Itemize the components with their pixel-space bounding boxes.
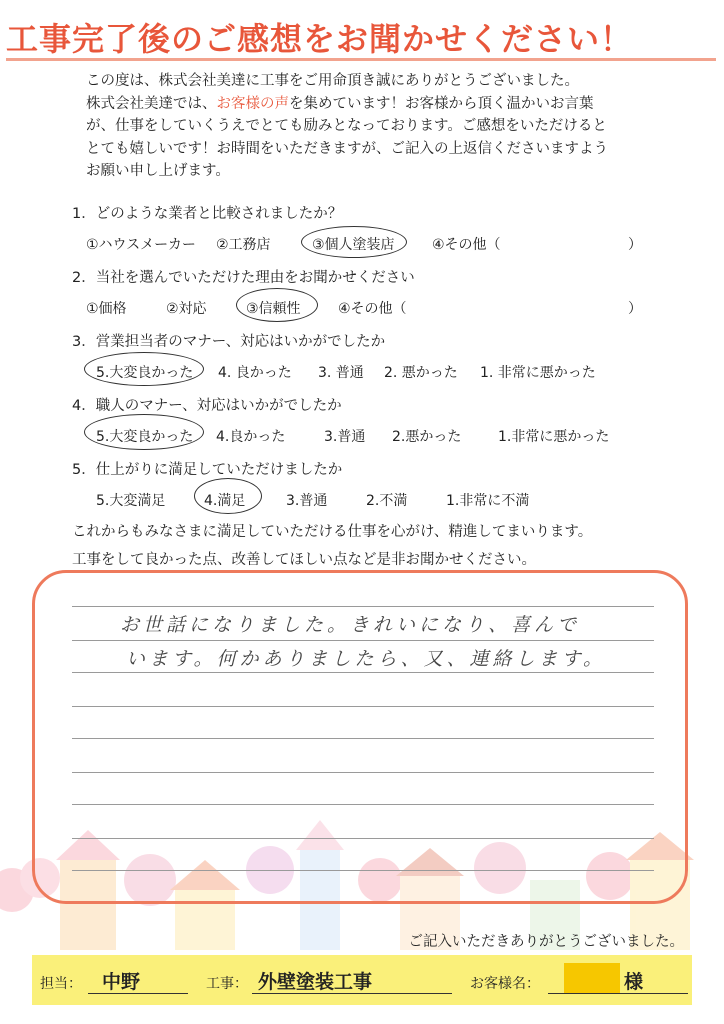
q3-option-4[interactable]: 4. 良かった xyxy=(218,365,292,381)
closing-message: これからもみなさまに満足していただける仕事を心がけ、精進してまいります。 xyxy=(72,524,593,540)
q2-option-close: ） xyxy=(628,301,642,317)
q3-option-3[interactable]: 3. 普通 xyxy=(318,365,364,381)
intro-line: この度は、株式会社美達に工事をご用命頂き誠にありがとうございました。 xyxy=(86,73,579,89)
q1-option-3[interactable]: ③個人塗装店 xyxy=(312,237,395,253)
comment-line xyxy=(72,772,654,773)
comment-line xyxy=(72,706,654,707)
footer-bar xyxy=(32,955,692,1005)
tanto-label: 担当： xyxy=(40,976,82,992)
q3-option-1[interactable]: 1. 非常に悪かった xyxy=(480,365,596,381)
question-5: 5．仕上がりに満足していただけましたか xyxy=(72,462,343,478)
koji-underline xyxy=(252,993,452,994)
q4-option-4[interactable]: 4.良かった xyxy=(216,429,286,445)
q4-option-3[interactable]: 3.普通 xyxy=(324,429,366,445)
q1-option-2[interactable]: ②工務店 xyxy=(216,237,271,253)
comment-line xyxy=(72,738,654,739)
title-underline xyxy=(6,58,716,61)
intro-line: お願い申し上げます。 xyxy=(86,163,230,179)
comment-prompt: 工事をして良かった点、改善してほしい点など是非お聞かせください。 xyxy=(72,552,536,568)
intro-text-part: 株式会社美達では、 xyxy=(86,95,217,112)
handwritten-comment-line-2: います。何かありましたら、又、連絡します。 xyxy=(126,648,606,670)
q5-option-2[interactable]: 2.不満 xyxy=(366,493,408,509)
q5-selection-circle xyxy=(194,478,262,514)
question-3: 3．営業担当者のマナー、対応はいかがでしたか xyxy=(72,334,386,350)
q5-option-5[interactable]: 5.大変満足 xyxy=(96,493,166,509)
handwritten-comment-line-1: お世話になりました。きれいになり、喜んで xyxy=(120,614,581,636)
q3-option-5[interactable]: 5.大変良かった xyxy=(96,365,194,381)
q4-selection-circle xyxy=(84,414,204,450)
q2-selection-circle xyxy=(236,288,318,322)
intro-text xyxy=(86,70,646,183)
q5-option-1[interactable]: 1.非常に不満 xyxy=(446,493,530,509)
q5-option-4[interactable]: 4.満足 xyxy=(204,493,246,509)
customer-name-redaction xyxy=(564,963,620,993)
thanks-message: ご記入いただきありがとうございました。 xyxy=(408,934,684,950)
q5-option-3[interactable]: 3.普通 xyxy=(286,493,328,509)
question-4: 4．職人のマナー、対応はいかがでしたか xyxy=(72,398,342,414)
q2-option-2[interactable]: ②対応 xyxy=(166,301,207,317)
koji-label: 工事： xyxy=(206,976,248,992)
intro-line: が、仕事をしていくうえでとても励みとなっております。ご感想をいただけると xyxy=(86,118,607,134)
comment-line xyxy=(72,838,654,839)
tanto-underline xyxy=(88,993,188,994)
q4-option-2[interactable]: 2.悪かった xyxy=(392,429,462,445)
honorific: 様 xyxy=(624,971,644,993)
customer-underline xyxy=(548,993,688,994)
tanto-value: 中野 xyxy=(102,971,141,993)
q2-option-3[interactable]: ③信頼性 xyxy=(246,301,301,317)
comment-line xyxy=(72,870,654,871)
question-1: 1．どのような業者と比較されましたか？ xyxy=(72,206,343,222)
q2-option-1[interactable]: ①価格 xyxy=(86,301,127,317)
intro-line xyxy=(86,93,646,116)
q4-option-1[interactable]: 1.非常に悪かった xyxy=(498,429,610,445)
page-title: 工事完了後のご感想をお聞かせください！ xyxy=(6,20,634,58)
question-2: 2．当社を選んでいただけた理由をお聞かせください xyxy=(72,270,415,286)
comment-line xyxy=(72,606,654,607)
comment-line xyxy=(72,672,654,673)
q3-option-2[interactable]: 2. 悪かった xyxy=(384,365,458,381)
q2-option-4[interactable]: ④その他（ xyxy=(338,301,407,317)
q1-option-close: ） xyxy=(628,237,642,253)
q4-option-5[interactable]: 5.大変良かった xyxy=(96,429,194,445)
q1-selection-circle xyxy=(301,226,407,258)
q1-option-1[interactable]: ①ハウスメーカー xyxy=(86,237,196,253)
customer-label: お客様名： xyxy=(470,976,540,992)
comment-line xyxy=(72,640,654,641)
q1-option-4[interactable]: ④その他（ xyxy=(432,237,501,253)
intro-line: とても嬉しいです！お時間をいただきますが、ご記入の上返信くださいますよう xyxy=(86,140,608,157)
comment-line xyxy=(72,804,654,805)
intro-highlight: お客様の声 xyxy=(216,95,289,112)
intro-text-part: を集めています！お客様から頂く温かいお言葉 xyxy=(289,95,594,112)
q3-selection-circle xyxy=(84,352,204,386)
koji-value: 外壁塗装工事 xyxy=(258,971,373,993)
